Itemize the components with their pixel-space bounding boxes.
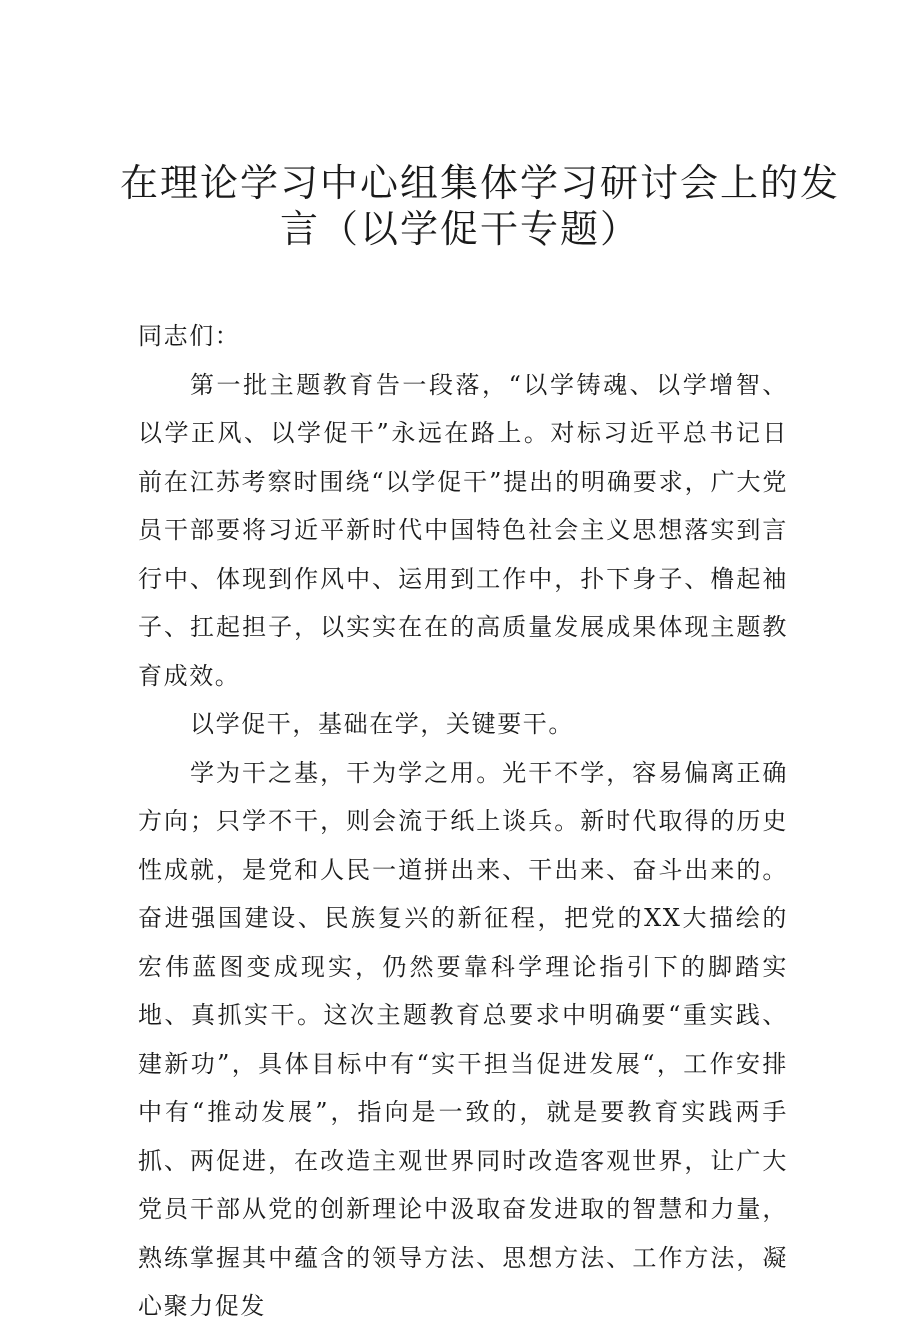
document-title-line-1: 在理论学习中心组集体学习研讨会上的发 bbox=[120, 161, 841, 205]
paragraph-1: 第一批主题教育告一段落，“以学铸魂、以学增智、以学正风、以学促干”永远在路上。对标习近平总书记日前在江苏考察时围绕“以学促干”提出的明确要求，广大党员干部要将习近平新时代中国特色社会主义思想落实到言行中、体现到作风中、运用到工作中，扑下身子、橹起袖子、扛起担子，以实实在在的高质量发展成果体现主题教育成效。 bbox=[138, 370, 788, 690]
greeting: 同志们： bbox=[138, 322, 241, 350]
paragraph-2: 以学促干，基础在学，关键要干。 bbox=[190, 710, 574, 738]
paragraph-3: 学为干之基，干为学之用。光干不学，容易偏离正确方向；只学不干，则会流于纸上谈兵。新时代取得的历史性成就，是党和人民一道拼出来、干出来、奋斗出来的。奋进强国建设、民族复兴的新征程，把党的XX大描绘的宏伟蓝图变成现实，仍然要靠科学理论指引下的脚踏实地、真抓实干。这次主题教育总要求中明确要“重实践、建新功”，具体目标中有“实干担当促进发展“，工作安排中有“推动发展”，指向是一致的，就是要教育实践两手抓、两促进，在改造主观世界同时改造客观世界，让广大党员干部从党的创新理论中汲取奋发进取的智慧和力量，熟练掌握其中蕴含的领导方法、思想方法、工作方法，凝心聚力促发 bbox=[138, 758, 788, 1320]
document-title-line-2: 言（以学促干专题） bbox=[279, 207, 640, 251]
document-body bbox=[138, 312, 788, 1331]
